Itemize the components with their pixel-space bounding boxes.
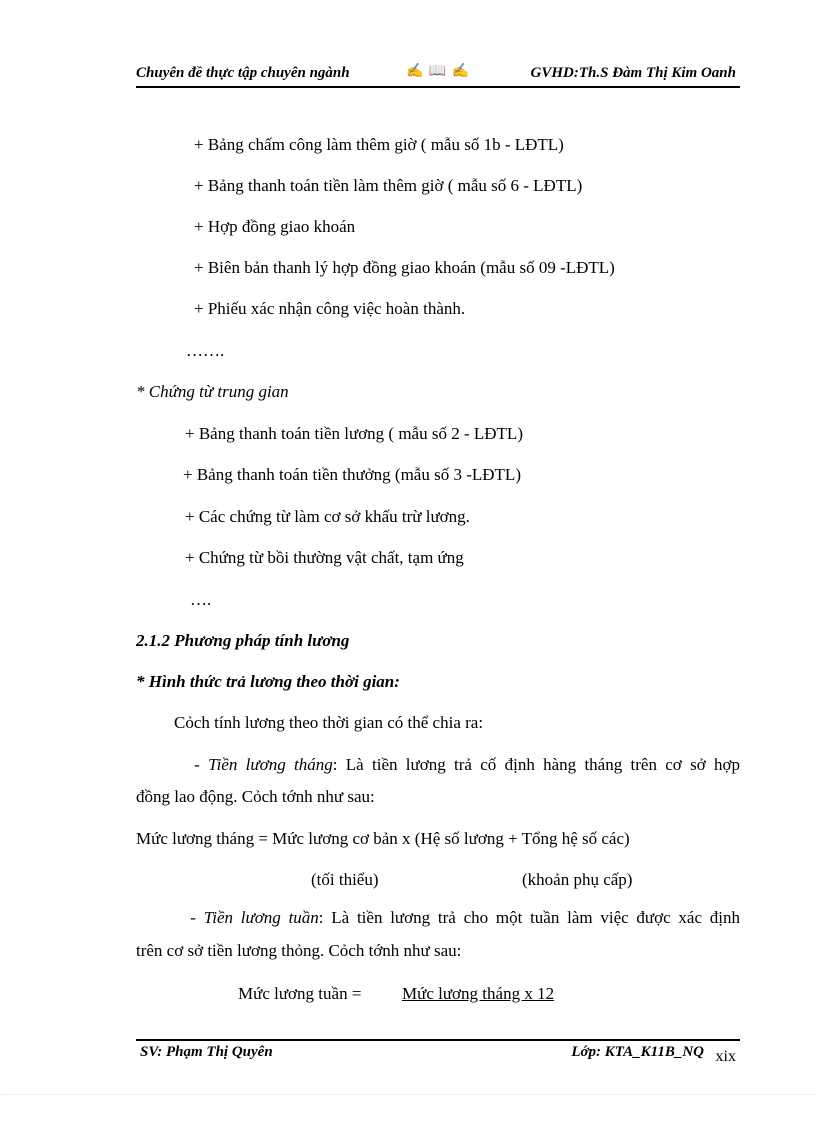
header-divider (136, 86, 740, 88)
list-item-contract-liquidation: + Biên bản thanh lý hợp đồng giao khoán (mẫu số 09 -LĐTL) (194, 258, 615, 277)
ellipsis-line: ……. (186, 341, 225, 360)
list-item-deduction-docs: + Các chứng từ làm cơ sở khấu trừ lương. (185, 507, 470, 526)
term-weekly-salary: Tiền lương tuần (203, 908, 319, 927)
list-item-overtime-payment: + Bảng thanh toán tiền làm thêm giờ ( mẫu số 6 - LĐTL) (194, 176, 583, 195)
monthly-salary-line-1: - Tiền lương tháng: Là tiền lương trả cố định hàng tháng trên cơ sở hợp (136, 755, 740, 774)
monthly-salary-definition: : Là tiền lương trả cố định hàng tháng trên cơ sở hợp (332, 755, 740, 774)
monthly-salary-formula: Mức lương tháng = Mức lương cơ bản x (Hệ số lương + Tổng hệ số các) (136, 829, 630, 848)
list-item-work-confirmation: + Phiếu xác nhận công việc hoàn thành. (194, 299, 466, 318)
list-item-bonus-payment: + Bảng thanh toán tiền thưởng (mẫu số 3 -LĐTL) (183, 465, 521, 484)
paragraph-intro: Cỏch tính lương theo thời gian có thể chia ra: (174, 713, 484, 732)
header-ornament-icon: ✍ 📖 ✍ (406, 64, 471, 79)
monthly-salary-line-2: đồng lao động. Cỏch tớnh như sau: (136, 787, 375, 806)
section-intermediate-documents: * Chứng từ trung gian (136, 382, 289, 401)
list-item-compensation: + Chứng từ bồi thường vật chất, tạm ứng (185, 548, 464, 567)
footer-student: SV: Phạm Thị Quyên (140, 1044, 273, 1060)
page-number: xix (715, 1048, 736, 1065)
weekly-formula-label: Mức lương tuần = (238, 984, 362, 1003)
weekly-salary-line-1: - Tiền lương tuần: Là tiền lương trả cho một tuần làm việc được xác định (136, 908, 740, 927)
footer-divider (136, 1039, 740, 1041)
header-title: Chuyên đề thực tập chuyên ngành (136, 65, 350, 81)
page-footer (136, 1044, 740, 1068)
page-header (136, 62, 740, 86)
term-monthly-salary: Tiền lương tháng (208, 755, 333, 774)
formula-note-allowances: (khoản phụ cấp) (522, 870, 633, 889)
weekly-salary-definition: : Là tiền lương trả cho một tuần làm việc được xác định (318, 908, 740, 927)
footer-class: Lớp: KTA_K11B_NQ (571, 1044, 704, 1060)
section-heading-salary-method: 2.1.2 Phương pháp tính lương (136, 631, 350, 650)
weekly-formula-numerator: Mức lương tháng x 12 (402, 984, 555, 1003)
list-item-overtime-timesheet: + Bảng chấm công làm thêm giờ ( mẫu số 1b - LĐTL) (194, 135, 564, 154)
list-item-contract: + Hợp đồng giao khoán (194, 217, 356, 236)
header-supervisor: GVHD:Th.S Đàm Thị Kim Oanh (530, 65, 736, 81)
ellipsis-line-2: …. (190, 590, 212, 609)
list-item-salary-payment: + Bảng thanh toán tiền lương ( mẫu số 2 - LĐTL) (185, 424, 523, 443)
subheading-time-based-pay: * Hình thức trả lương theo thời gian: (136, 672, 400, 691)
page-bottom-dotted-border (0, 1094, 816, 1095)
formula-note-minimum: (tối thiểu) (311, 870, 379, 889)
weekly-salary-line-2: trên cơ sở tiền lương thỏng. Cỏch tớnh như sau: (136, 941, 462, 960)
